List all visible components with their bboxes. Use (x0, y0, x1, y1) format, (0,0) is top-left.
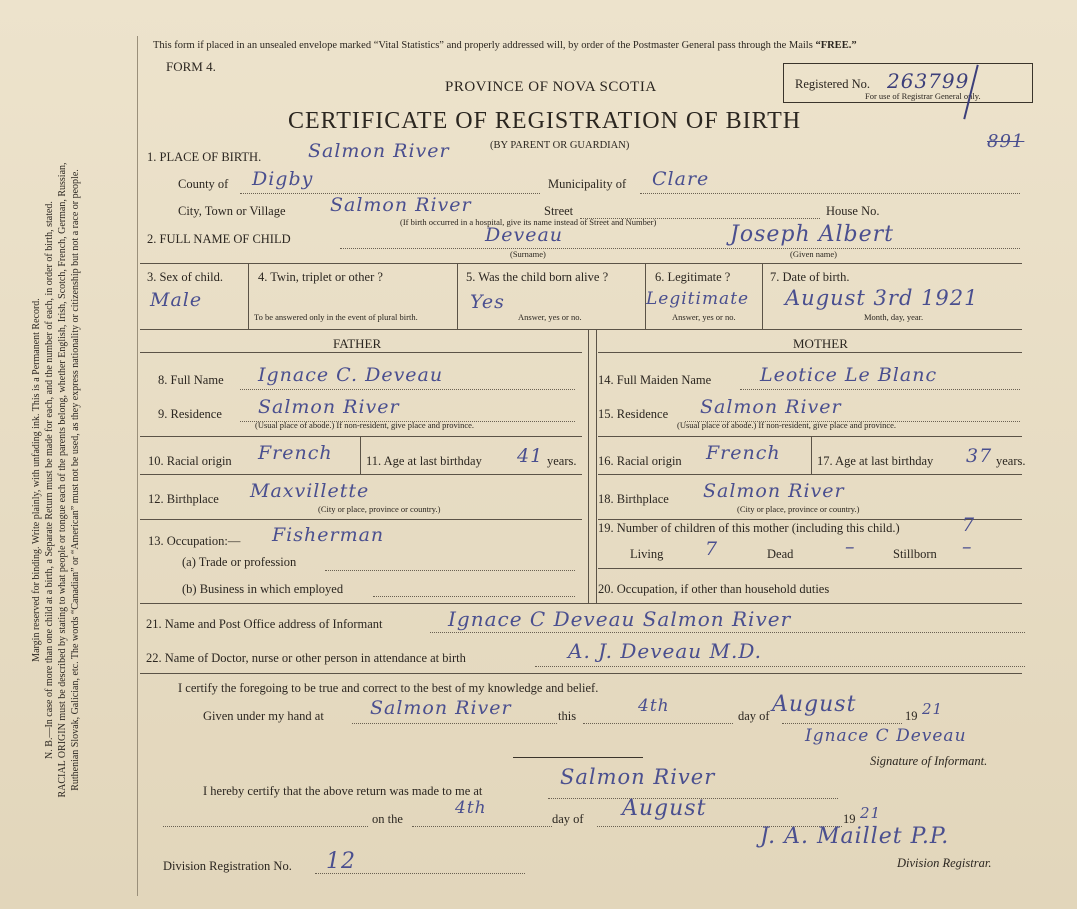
father-residence: Salmon River (258, 396, 400, 418)
grid-line (598, 519, 1022, 520)
informant-line (430, 632, 1025, 633)
city-label: City, Town or Village (178, 204, 286, 218)
children-count: 7 (962, 514, 976, 536)
child-given-name: Joseph Albert (730, 222, 895, 247)
legitimate-note: Answer, yes or no. (672, 312, 736, 322)
postal-note-text: This form if placed in an unsealed envelope marked “Vital Statistics” and properly addressed will, by order of the Postmaster General pass through the Mails (153, 40, 816, 51)
father-age: 41 (517, 445, 544, 467)
registrar-signature-label: Division Registrar. (897, 856, 992, 870)
doctor-line (535, 666, 1025, 667)
certify-month-line (782, 723, 902, 724)
father-name-label: 8. Full Name (158, 373, 224, 387)
grid-line (762, 263, 763, 329)
father-birthplace-label: 12. Birthplace (148, 492, 219, 506)
parents-divider (588, 329, 589, 603)
registrar-year-prefix: 19 (843, 812, 856, 826)
municipality-line (640, 193, 1020, 194)
date-of-birth-value: August 3rd 1921 (785, 286, 979, 310)
child-surname: Deveau (485, 224, 564, 246)
born-alive-label: 5. Was the child born alive ? (466, 270, 609, 284)
parents-divider (596, 329, 597, 603)
registrar-day: 4th (455, 798, 487, 818)
living-value: 7 (705, 538, 719, 560)
mother-age-label: 17. Age at last birthday (817, 454, 934, 468)
certify-day-line (583, 723, 733, 724)
municipality-value: Clare (652, 168, 710, 190)
certify-year-prefix: 19 (905, 709, 918, 723)
division-registration-value: 12 (326, 849, 356, 874)
certify-place: Salmon River (370, 697, 512, 719)
born-alive-value: Yes (470, 291, 505, 313)
given-under-hand-label: Given under my hand at (203, 709, 324, 723)
grid-line (360, 436, 361, 474)
father-birthplace-note: (City or place, province or country.) (318, 504, 441, 514)
form-number: FORM 4. (166, 59, 216, 74)
born-alive-note: Answer, yes or no. (518, 312, 582, 322)
division-registration-label: Division Registration No. (163, 859, 292, 873)
certify-this-label: this (558, 709, 577, 723)
grid-line (140, 329, 1022, 330)
postal-note (153, 41, 857, 52)
mother-birthplace-note: (City or place, province or country.) (737, 504, 860, 514)
separator-rule (513, 757, 643, 758)
child-name-line (340, 248, 1020, 249)
father-birthplace: Maxvillette (250, 480, 370, 502)
grid-line (140, 352, 582, 353)
father-racial: French (258, 442, 333, 464)
county-value: Digby (252, 168, 314, 190)
surname-note: (Surname) (510, 249, 546, 259)
side-margin-notes (30, 80, 82, 880)
doctor-label: 22. Name of Doctor, nurse or other person in attendance at birth (146, 651, 466, 665)
stillborn-label: Stillborn (893, 547, 937, 561)
registrar-year: 21 (860, 804, 882, 822)
date-of-birth-note: Month, day, year. (864, 312, 924, 322)
binding-margin-line (137, 36, 138, 896)
mother-age: 37 (966, 445, 993, 467)
twin-note: To be answered only in the event of plural birth. (254, 312, 418, 322)
hospital-note: (If birth occurred in a hospital, give its name instead of Street and Number) (400, 217, 657, 227)
twin-label: 4. Twin, triplet or other ? (258, 270, 383, 284)
certify-day: 4th (638, 696, 670, 716)
street-label: Street (544, 204, 574, 218)
doctor-value: A. J. Deveau M.D. (568, 639, 763, 663)
registered-note: For use of Registrar General only. (865, 91, 981, 101)
sex-value: Male (150, 289, 203, 311)
father-racial-label: 10. Racial origin (148, 454, 232, 468)
grid-line (457, 263, 458, 329)
certify-month: August (772, 692, 857, 717)
stillborn-value: – (962, 536, 973, 558)
province-heading: PROVINCE OF NOVA SCOTIA (445, 79, 657, 95)
corner-mark: 891 (987, 131, 1025, 152)
page-title: CERTIFICATE OF REGISTRATION OF BIRTH (288, 108, 802, 134)
city-value: Salmon River (330, 194, 472, 216)
postal-note-free: “FREE.” (815, 40, 857, 51)
father-age-years: years. (547, 454, 577, 468)
grid-line (598, 436, 1022, 437)
place-of-birth-label: 1. PLACE OF BIRTH. (147, 150, 262, 164)
registrar-prefix-line (163, 826, 368, 827)
grid-line (140, 603, 1022, 604)
grid-line (140, 436, 582, 437)
living-label: Living (630, 547, 664, 561)
father-occupation: Fisherman (272, 524, 385, 546)
mother-birthplace: Salmon River (703, 480, 845, 502)
legitimate-value: Legitimate (646, 289, 750, 309)
municipality-label: Municipality of (548, 177, 627, 191)
mother-residence: Salmon River (700, 396, 842, 418)
page-subtitle: (BY PARENT OR GUARDIAN) (490, 140, 630, 151)
informant-label: 21. Name and Post Office address of Informant (146, 617, 383, 631)
registrar-day-line (412, 826, 552, 827)
registrar-statement: I hereby certify that the above return was made to me at (203, 784, 483, 798)
grid-line (811, 436, 812, 474)
business-label: (b) Business in which employed (182, 582, 344, 596)
county-label: County of (178, 177, 229, 191)
dead-label: Dead (767, 547, 794, 561)
father-name: Ignace C. Deveau (258, 364, 444, 386)
mother-residence-note: (Usual place of abode.) If non-resident, give place and province. (677, 420, 897, 430)
house-number-label: House No. (826, 204, 880, 218)
registrar-signature: J. A. Maillet P.P. (760, 824, 950, 849)
grid-line (598, 474, 1022, 475)
certify-statement: I certify the foregoing to be true and correct to the best of my knowledge and belief. (178, 681, 599, 695)
mother-occupation-label: 20. Occupation, if other than household duties (598, 582, 830, 596)
trade-label: (a) Trade or profession (182, 555, 297, 569)
grid-line (248, 263, 249, 329)
side-note: Ruthenian Slovak, Galician, etc. The words “Canadian” or “American” must not be used, as they express nationality or citizenship but not a race or people. (70, 169, 81, 791)
mother-name-label: 14. Full Maiden Name (598, 373, 712, 387)
trade-line (325, 570, 575, 571)
mother-racial-label: 16. Racial origin (598, 454, 682, 468)
grid-line (140, 519, 582, 520)
registrar-on-the-label: on the (372, 812, 403, 826)
certify-day-of-label: day of (738, 709, 770, 723)
legitimate-label: 6. Legitimate ? (655, 270, 731, 284)
registrar-place: Salmon River (560, 765, 716, 789)
sex-label: 3. Sex of child. (147, 270, 224, 284)
father-occupation-label: 13. Occupation:— (148, 534, 241, 548)
father-residence-label: 9. Residence (158, 407, 222, 421)
mother-name-line (740, 389, 1020, 390)
certify-year: 21 (922, 700, 944, 718)
father-heading: FATHER (333, 336, 382, 351)
grid-line (140, 474, 582, 475)
registrar-month: August (622, 796, 707, 821)
mother-birthplace-label: 18. Birthplace (598, 492, 669, 506)
mother-name: Leotice Le Blanc (760, 364, 938, 386)
father-residence-note: (Usual place of abode.) If non-resident, give place and province. (255, 420, 475, 430)
registered-label: Registered No. (795, 77, 870, 91)
side-note: RACIAL ORIGIN must be described by stating to what people or tongue each of the parents belong, whether English, Irish, Scotch, French, German, Russian, (57, 162, 68, 798)
grid-line (598, 352, 1022, 353)
business-line (373, 596, 575, 597)
grid-line (598, 568, 1022, 569)
children-count-label: 19. Number of children of this mother (including this child.) (598, 521, 900, 535)
side-note: N. B.—In case of more than one child at a birth, a Separate Return must be made for each, and the number of each, in order of birth, stated. (44, 201, 55, 759)
informant-value: Ignace C Deveau Salmon River (448, 607, 792, 631)
informant-signature: Ignace C Deveau (805, 726, 967, 746)
grid-line (140, 673, 1022, 674)
mother-heading: MOTHER (793, 336, 848, 351)
informant-signature-label: Signature of Informant. (870, 754, 988, 768)
dead-value: – (845, 536, 856, 558)
date-of-birth-label: 7. Date of birth. (770, 270, 850, 284)
child-name-label: 2. FULL NAME OF CHILD (147, 232, 291, 246)
father-name-line (240, 389, 575, 390)
registered-number: 263799 (887, 69, 970, 93)
place-of-birth-value: Salmon River (308, 140, 450, 162)
certify-place-line (352, 723, 557, 724)
father-age-label: 11. Age at last birthday (366, 454, 482, 468)
side-note: Margin reserved for binding. Write plainly, with unfading ink. This is a Permanent Record. (31, 298, 42, 662)
mother-residence-label: 15. Residence (598, 407, 669, 421)
registrar-day-of-label: day of (552, 812, 584, 826)
mother-racial: French (706, 442, 781, 464)
given-name-note: (Given name) (790, 249, 837, 259)
mother-age-years: years. (996, 454, 1026, 468)
grid-line (140, 263, 1022, 264)
